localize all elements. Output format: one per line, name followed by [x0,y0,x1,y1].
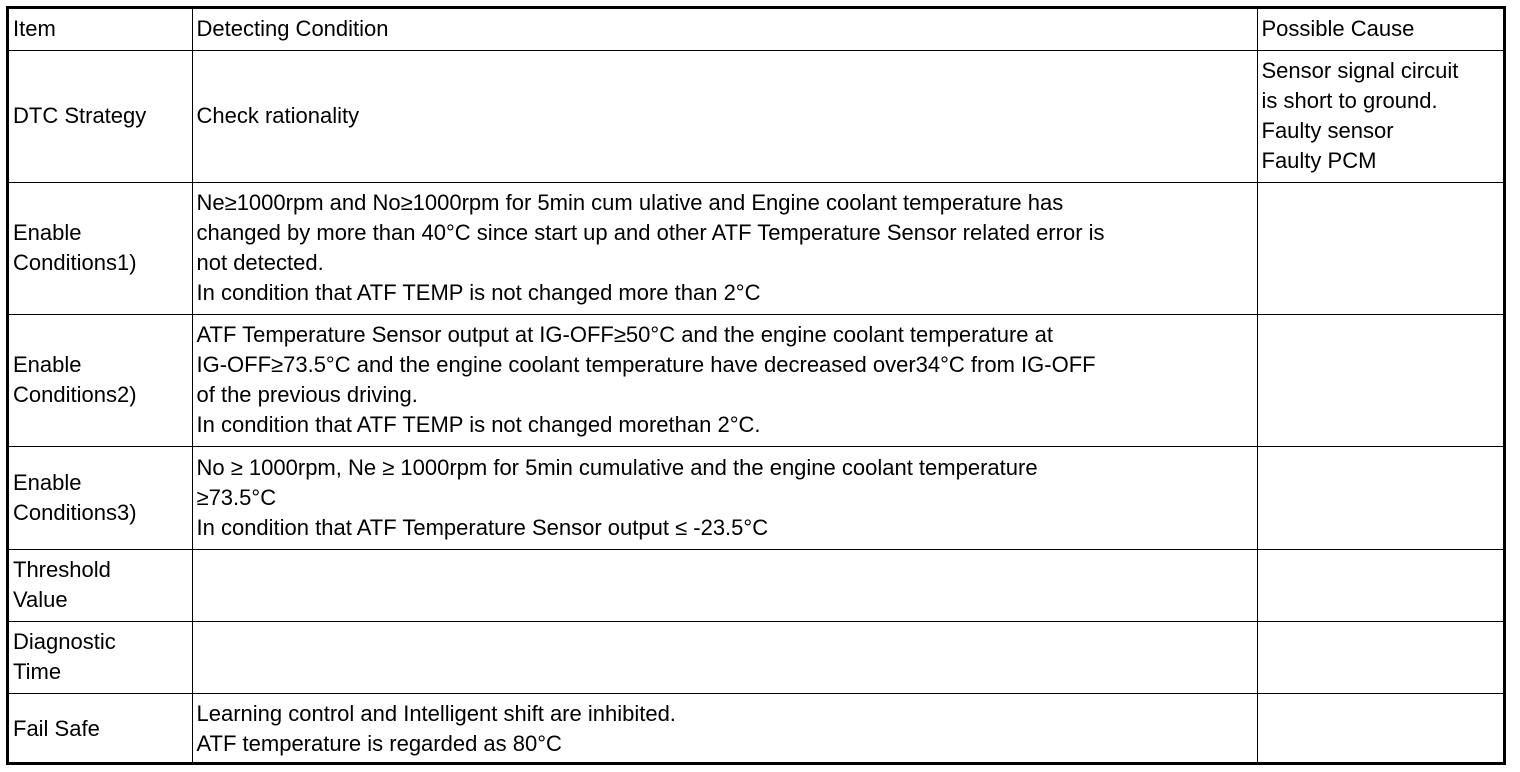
item-line: Enable [13,352,82,377]
item-cell [9,693,192,764]
condition-cell [192,314,1257,446]
cause-cell [1257,549,1503,621]
cause-cell [1257,50,1503,182]
row-fail-safe [9,693,1503,764]
condition-line: IG-OFF≥73.5°C and the engine coolant temperature have decreased over34°C from IG-OFF [196,352,1096,377]
item-line: Diagnostic [13,629,116,654]
cause-line: Sensor signal circuit [1261,58,1459,83]
row-threshold-value [9,549,1503,621]
condition-cell [192,693,1257,764]
item-line: DTC Strategy [13,103,147,128]
item-line: Enable [13,469,82,495]
condition-line: Check rationality [196,103,360,128]
item-line: Conditions2) [13,382,137,407]
header-item: Item [9,9,192,50]
cause-cell [1257,446,1503,549]
row-enable-conditions-3 [9,446,1503,549]
item-line: Conditions1) [13,250,137,275]
condition-line: In condition that ATF TEMP is not changed more than 2°C [196,280,761,305]
cause-line: is short to ground. [1261,88,1438,113]
condition-line: changed by more than 40°C since start up and other ATF Temperature Sensor related error is [196,220,1105,245]
condition-line: In condition that ATF TEMP is not changed morethan 2°C. [196,412,761,437]
cause-cell [1257,314,1503,446]
row-enable-conditions-1 [9,182,1503,314]
header-possible-cause: Possible Cause [1257,9,1503,50]
cause-line: Faulty sensor [1261,118,1394,143]
condition-cell [192,621,1257,693]
row-diagnostic-time [9,621,1503,693]
condition-line: In condition that ATF Temperature Sensor output ≤ -23.5°C [196,514,769,540]
item-cell [9,182,192,314]
row-dtc-strategy [9,50,1503,182]
cause-line: Faulty PCM [1261,148,1377,173]
condition-cell [192,549,1257,621]
condition-line: ≥73.5°C [196,484,277,510]
spec-table-frame [6,6,1506,765]
item-cell [9,314,192,446]
cause-cell [1257,693,1503,764]
item-line: Threshold [13,557,111,582]
condition-line: ATF Temperature Sensor output at IG-OFF≥50°C and the engine coolant temperature at [196,322,1054,347]
condition-line: Learning control and Intelligent shift are inhibited. [196,700,676,726]
condition-line: of the previous driving. [196,382,418,407]
item-cell [9,446,192,549]
condition-cell [192,446,1257,549]
cause-cell [1257,621,1503,693]
condition-cell [192,50,1257,182]
condition-line: Ne≥1000rpm and No≥1000rpm for 5min cum ulative and Engine coolant temperature has [196,190,1064,215]
row-enable-conditions-2 [9,314,1503,446]
condition-cell [192,182,1257,314]
item-line: Value [13,587,68,612]
item-line: Time [13,659,62,684]
item-line: Enable [13,220,82,245]
condition-line: not detected. [196,250,324,275]
condition-line: No ≥ 1000rpm, Ne ≥ 1000rpm for 5min cumulative and the engine coolant temperature [196,454,1038,480]
header-row [9,9,1503,50]
item-line: Fail Safe [13,715,100,741]
cause-cell [1257,182,1503,314]
item-cell [9,50,192,182]
header-detecting-condition: Detecting Condition [192,9,1257,50]
condition-line: ATF temperature is regarded as 80°C [196,730,562,756]
dtc-spec-table [9,9,1503,764]
item-line: Conditions3) [13,499,137,525]
item-cell [9,549,192,621]
item-cell [9,621,192,693]
